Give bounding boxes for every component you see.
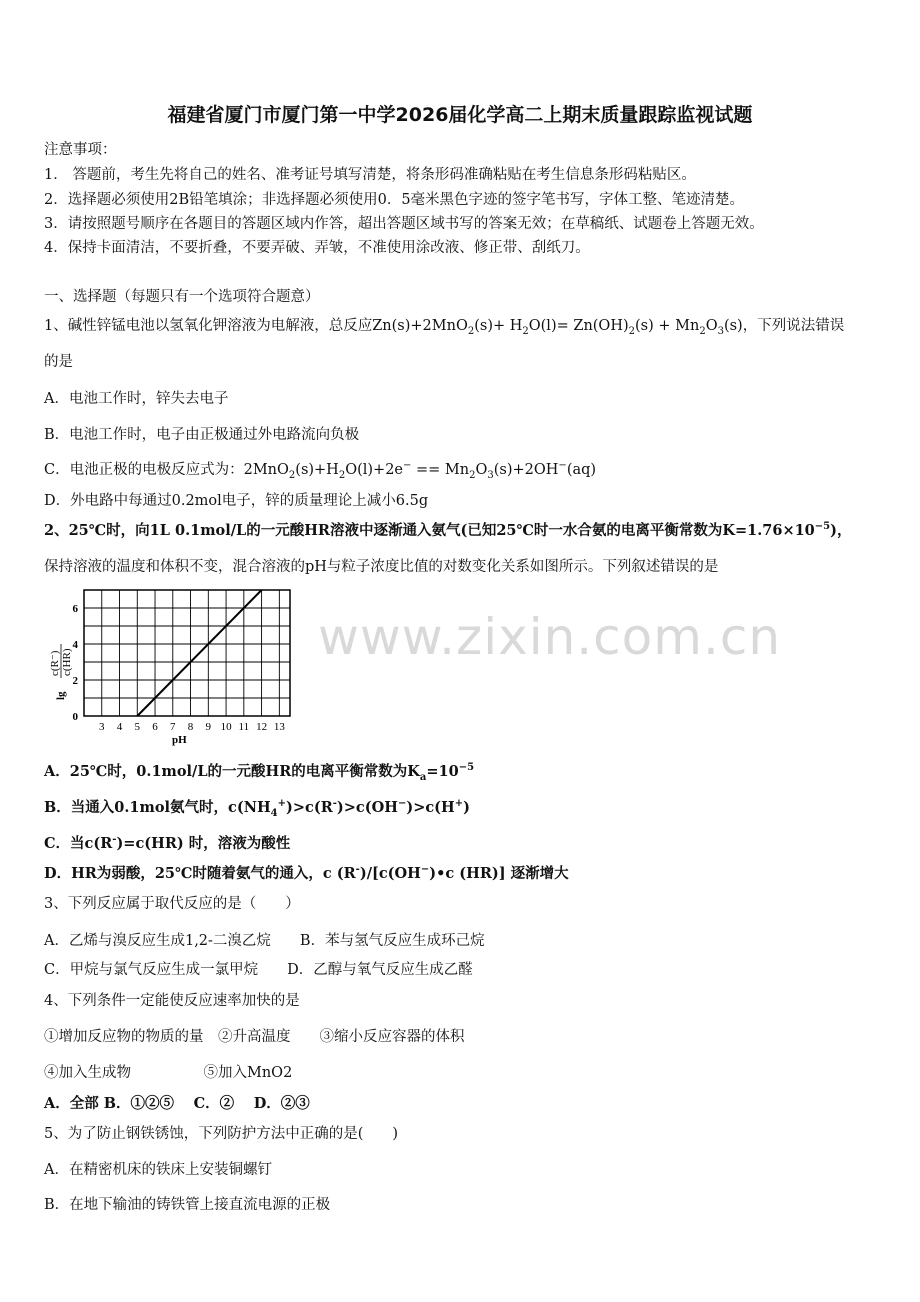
x-tick-label: 9 bbox=[205, 721, 212, 733]
watermark: www.zixin.com.cn bbox=[318, 608, 782, 666]
q4-conditions-2: ④加入生成物 ⑤加入MnO2 bbox=[44, 1065, 293, 1081]
q2-stem: 2、25℃时，向1L 0.1mol/L的一元酸HR溶液中逐渐通入氨气(已知25℃时一水合氨的电离平衡常数为$K=1.76\times 10^{-5}$)， bbox=[44, 521, 852, 539]
q5-option-b[interactable]: B．在地下输油的铸铁管上接直流电源的正极 bbox=[44, 1197, 331, 1213]
x-tick-label: 11 bbox=[238, 721, 250, 733]
x-tick-label: 8 bbox=[187, 721, 194, 733]
chart-grid bbox=[84, 590, 290, 716]
notice-item-1: 1． 答题前，考生先将自己的姓名、准考证号填写清楚，将条形码准确粘贴在考生信息条形码粘贴区。 bbox=[44, 167, 696, 183]
notice-item-4: 4．保持卡面清洁，不要折叠，不要弄破、弄皱，不准使用涂改液、修正带、刮纸刀。 bbox=[44, 240, 590, 256]
svg-text:c(HR): c(HR) bbox=[61, 648, 73, 676]
y-tick-label: 4 bbox=[72, 639, 78, 651]
q2-option-a[interactable]: A．25℃时，0.1mol/L的一元酸HR的电离平衡常数为$K_a=10^{-5}$ bbox=[44, 762, 475, 783]
q1-option-d[interactable]: D．外电路中每通过0.2mol电子，锌的质量理论上减小6.5g bbox=[44, 493, 429, 509]
y-tick-label: 2 bbox=[72, 675, 78, 687]
x-tick-label: 5 bbox=[134, 721, 141, 733]
notice-item-2: 2．选择题必须使用2B铅笔填涂；非选择题必须使用0．5毫米黑色字迹的签字笔书写，字体工整、笔迹清楚。 bbox=[44, 192, 745, 208]
x-tick-label: 3 bbox=[99, 721, 105, 733]
q4-conditions-1: ①增加反应物的物质的量 ②升高温度 ③缩小反应容器的体积 bbox=[44, 1029, 465, 1045]
y-axis-label bbox=[55, 691, 67, 700]
q2-chart bbox=[44, 584, 304, 748]
x-tick-label: 4 bbox=[116, 721, 123, 733]
x-tick-label: 10 bbox=[220, 721, 232, 733]
svg-text:lg: lg bbox=[55, 691, 67, 700]
svg-text:c(R⁻): c(R⁻) bbox=[49, 650, 61, 676]
x-tick-label: 13 bbox=[273, 721, 285, 733]
q1-stem-cont: 的是 bbox=[44, 354, 73, 370]
x-tick-label: 12 bbox=[256, 721, 268, 733]
x-axis-label: pH bbox=[172, 734, 187, 746]
q2-option-c[interactable]: C．当c(R-)=c(HR) 时，溶液为酸性 bbox=[44, 834, 291, 852]
chart-frame bbox=[84, 590, 290, 716]
chart-series-line bbox=[137, 590, 261, 716]
y-tick-label: 0 bbox=[72, 711, 78, 723]
page-title: 福建省厦门市厦门第一中学2026届化学高二上期末质量跟踪监视试题 bbox=[167, 104, 753, 126]
q3-stem: 3、下列反应属于取代反应的是（ ） bbox=[44, 896, 300, 912]
q2-option-d[interactable]: D．HR为弱酸，25℃时随着氨气的通入，c (R-)/[c(OH−)•c (HR)] 逐渐增大 bbox=[44, 864, 569, 882]
q3-options-cd[interactable]: C．甲烷与氯气反应生成一氯甲烷 D．乙醇与氧气反应生成乙醛 bbox=[44, 962, 473, 978]
q2-stem-cont: 保持溶液的温度和体积不变，混合溶液的pH与粒子浓度比值的对数变化关系如图所示。下列叙述错误的是 bbox=[44, 559, 719, 575]
q4-answers[interactable]: A．全部 B．①②⑤ C．② D．②③ bbox=[44, 1095, 310, 1112]
x-tick-label: 7 bbox=[170, 721, 176, 733]
q2-option-b[interactable]: B．当通入0.1mol氨气时，$c(NH_4^+)>c(R^-)>c(OH^-)>c(H^+)$ bbox=[44, 798, 471, 819]
q5-stem: 5、为了防止钢铁锈蚀，下列防护方法中正确的是( ) bbox=[44, 1126, 399, 1142]
q1-option-c[interactable]: C．电池正极的电极反应式为：$2MnO_2(s)+H_2O(l)+2e^- == Mn_2O_3(s)+2OH^-(aq)$ bbox=[44, 460, 597, 481]
q1-stem: 1、碱性锌锰电池以氢氧化钾溶液为电解液，总反应$Zn(s)+2MnO_2(s)+ H_2O(l)= Zn(OH)_2(s) + Mn_2O_3(s)$，下列说法错误 bbox=[44, 318, 845, 337]
x-tick-label: 6 bbox=[152, 721, 158, 733]
q1-option-b[interactable]: B．电池工作时，电子由正极通过外电路流向负极 bbox=[44, 427, 360, 443]
notice-item-3: 3．请按照题号顺序在各题目的答题区域内作答，超出答题区域书写的答案无效；在草稿纸、试题卷上答题无效。 bbox=[44, 216, 764, 232]
q5-option-a[interactable]: A．在精密机床的铁床上安装铜螺钉 bbox=[44, 1162, 272, 1178]
q1-option-a[interactable]: A．电池工作时，锌失去电子 bbox=[44, 391, 229, 407]
section-heading: 一、选择题（每题只有一个选项符合题意） bbox=[44, 289, 320, 305]
y-tick-label: 6 bbox=[72, 603, 78, 615]
q3-options-ab[interactable]: A．乙烯与溴反应生成1,2-二溴乙烷 B．苯与氢气反应生成环己烷 bbox=[44, 933, 485, 949]
q4-stem: 4、下列条件一定能使反应速率加快的是 bbox=[44, 993, 300, 1009]
chart-ticks bbox=[73, 603, 286, 733]
notice-heading: 注意事项： bbox=[44, 142, 117, 158]
